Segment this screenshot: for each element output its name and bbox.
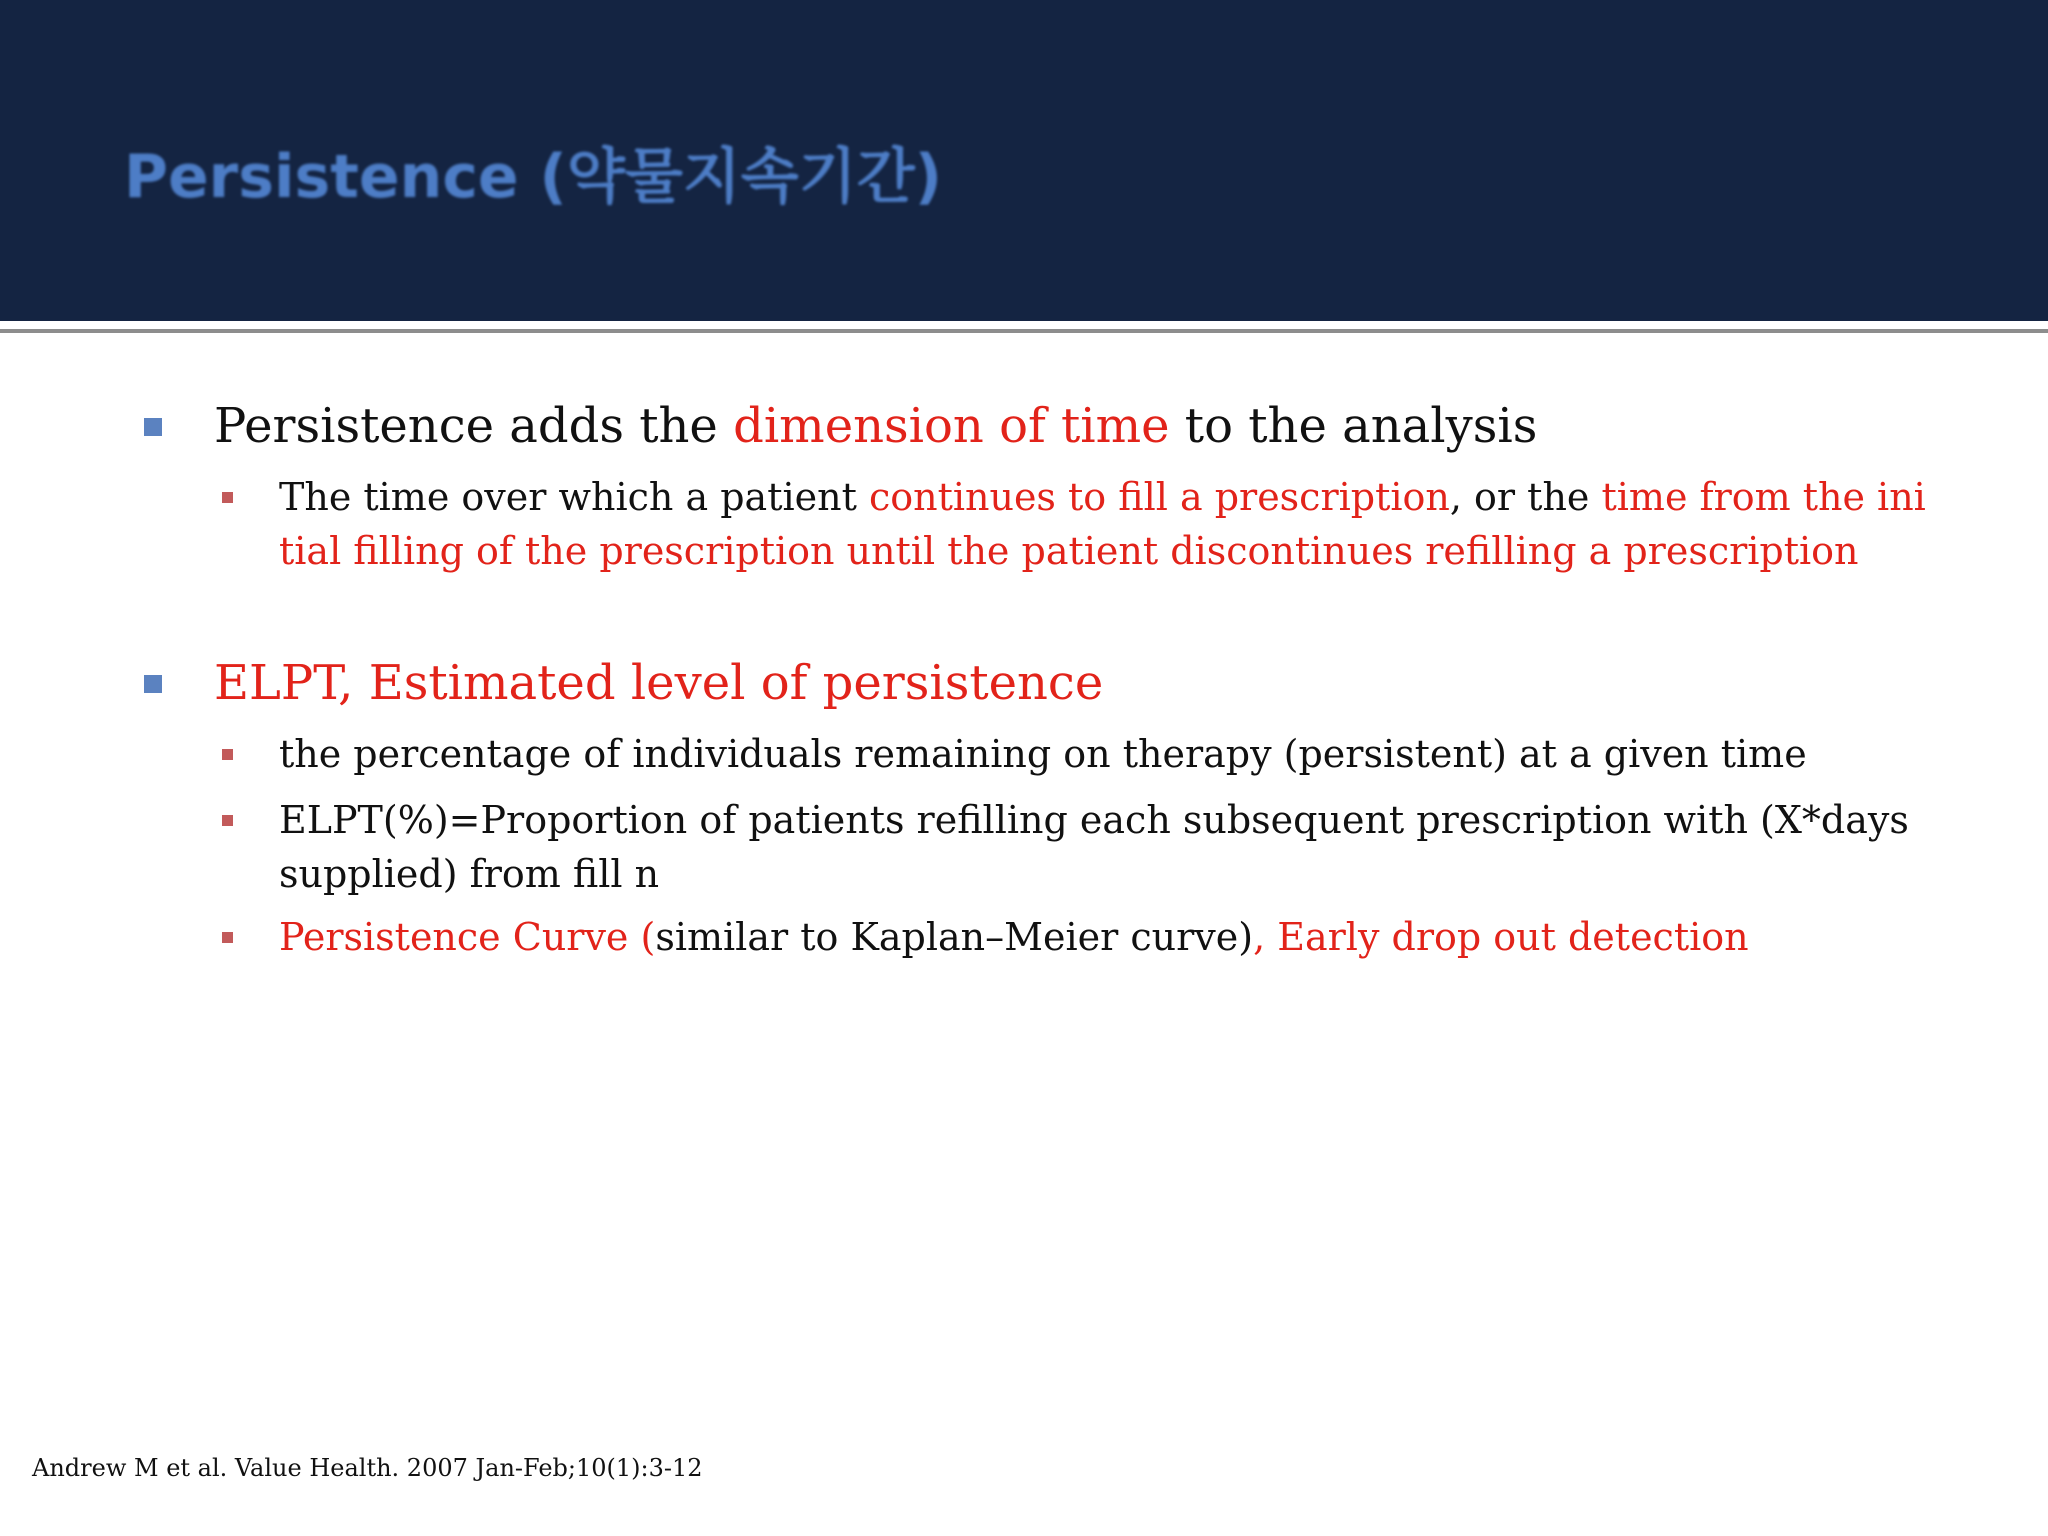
text-highlight: , Early drop out detection	[1253, 915, 1749, 959]
text-highlight: continues to fill a prescription	[868, 475, 1450, 519]
bullet-marker-icon	[144, 675, 162, 693]
slide-title: Persistence (약물지속기간)	[124, 142, 943, 212]
bullet-marker-icon	[144, 418, 162, 436]
sub-bullet-text	[279, 910, 1939, 964]
citation: Andrew M et al. Value Health. 2007 Jan-Feb;10(1):3-12	[32, 1454, 703, 1482]
sub-bullet-marker-icon	[222, 815, 233, 826]
bullet-text	[214, 396, 1974, 456]
sub-bullet-marker-icon	[222, 749, 233, 760]
sub-bullet-text	[279, 793, 1939, 901]
text-highlight: tial filling of the prescription until the patient discontinues refilling a prescription	[279, 529, 1859, 573]
sub-bullet-text	[279, 727, 1939, 781]
text-segment: supplied) from fill n	[279, 852, 660, 896]
text-highlight: Persistence Curve (	[279, 915, 656, 959]
sub-bullet-text	[279, 470, 1939, 578]
sub-bullet-marker-icon	[222, 492, 233, 503]
text-segment: similar to Kaplan–Meier curve)	[655, 915, 1254, 959]
text-highlight: time from the ini	[1601, 475, 1926, 519]
text-segment: The time over which a patient	[279, 475, 869, 519]
header-divider	[0, 329, 2048, 333]
sub-bullet-marker-icon	[222, 932, 233, 943]
text-segment: , or the	[1449, 475, 1602, 519]
text-segment: the percentage of individuals remaining on therapy (persistent) at a given time	[279, 732, 1807, 776]
text-segment: to the analysis	[1169, 398, 1538, 454]
text-highlight: ELPT, Estimated level of persistence	[214, 655, 1104, 711]
text-segment: Persistence adds the	[214, 398, 734, 454]
text-highlight: dimension of time	[733, 398, 1170, 454]
text-segment: ELPT(%)=Proportion of patients refilling each subsequent prescription with (X*days	[279, 798, 1909, 842]
slide-header	[0, 0, 2048, 321]
bullet-text	[214, 653, 1974, 713]
